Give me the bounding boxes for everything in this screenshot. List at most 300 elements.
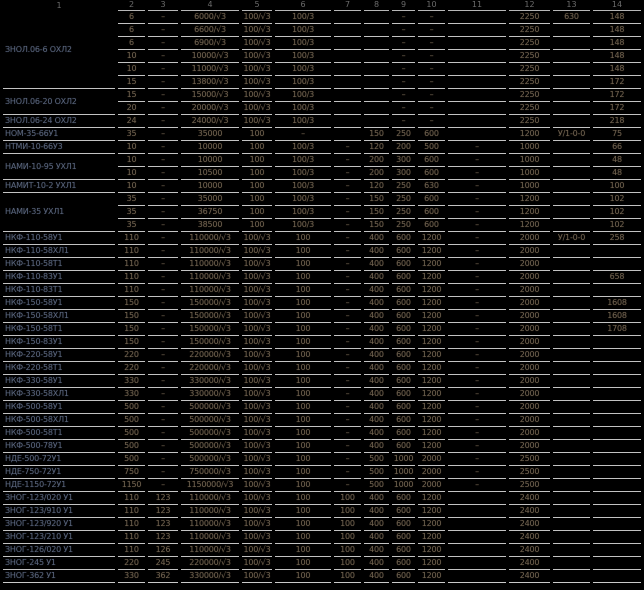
table-cell: 120 [364, 141, 389, 154]
table-cell [593, 557, 641, 570]
table-cell: 150000/√3 [181, 310, 239, 323]
table-cell: 658 [593, 271, 641, 284]
table-cell: – [392, 11, 415, 24]
table-cell: 2000 [509, 388, 550, 401]
table-cell: 2400 [509, 531, 550, 544]
table-cell [553, 206, 590, 219]
table-cell: 38500 [181, 219, 239, 232]
table-cell [593, 349, 641, 362]
table-cell: 100/√3 [242, 362, 272, 375]
table-cell [448, 50, 506, 63]
table-cell: 100 [275, 544, 331, 557]
table-cell: 100 [334, 544, 361, 557]
table-cell: – [148, 76, 178, 89]
table-row [3, 271, 641, 284]
table-cell [364, 89, 389, 102]
table-cell: 100 [275, 492, 331, 505]
table-cell [593, 440, 641, 453]
table-cell: – [148, 232, 178, 245]
table-cell: 100/√3 [242, 544, 272, 557]
table-cell: 600 [392, 349, 415, 362]
table-cell: – [418, 50, 445, 63]
table-cell: – [148, 115, 178, 128]
table-cell: 2000 [509, 336, 550, 349]
table-cell [334, 11, 361, 24]
table-cell: 600 [392, 401, 415, 414]
table-cell [593, 505, 641, 518]
table-cell: – [148, 167, 178, 180]
transformer-type-cell: ЗНОГ-126/020 У1 [3, 544, 115, 557]
table-cell: – [334, 271, 361, 284]
table-cell: – [334, 284, 361, 297]
table-cell [448, 11, 506, 24]
table-cell: – [148, 206, 178, 219]
table-cell: 250 [392, 206, 415, 219]
table-cell: 220000/√3 [181, 362, 239, 375]
table-cell: 600 [392, 310, 415, 323]
table-cell [593, 479, 641, 492]
table-cell: 2000 [509, 245, 550, 258]
table-cell: 100/3 [275, 76, 331, 89]
table-cell: 600 [392, 492, 415, 505]
table-cell: 2000 [509, 362, 550, 375]
table-row [3, 518, 641, 531]
table-cell: 100/√3 [242, 440, 272, 453]
table-cell: – [334, 167, 361, 180]
table-cell: 1200 [418, 271, 445, 284]
table-cell: 600 [392, 570, 415, 583]
table-cell: 110000/√3 [181, 271, 239, 284]
table-cell: 110 [118, 232, 145, 245]
table-cell: 10 [118, 167, 145, 180]
table-cell: 75 [593, 128, 641, 141]
table-cell: – [148, 50, 178, 63]
table-cell: 100/√3 [242, 466, 272, 479]
table-cell: 100 [242, 128, 272, 141]
table-cell: 100/3 [275, 167, 331, 180]
table-cell: 2400 [509, 544, 550, 557]
table-cell: – [448, 206, 506, 219]
table-cell: 35 [118, 206, 145, 219]
transformer-type-cell: НКФ-500-58У1 [3, 401, 115, 414]
table-cell: 1150 [118, 479, 145, 492]
table-cell: 200 [364, 167, 389, 180]
table-cell [593, 388, 641, 401]
table-cell: 1200 [418, 375, 445, 388]
table-cell: 1200 [418, 557, 445, 570]
table-row [3, 128, 641, 141]
table-cell: 100/√3 [242, 479, 272, 492]
transformer-type-cell: НКФ-110-58Т1 [3, 258, 115, 271]
table-cell: 600 [392, 427, 415, 440]
table-cell: – [148, 414, 178, 427]
table-cell: – [448, 388, 506, 401]
table-cell: 500 [118, 427, 145, 440]
table-cell: 123 [148, 505, 178, 518]
table-cell [553, 531, 590, 544]
table-cell [593, 245, 641, 258]
table-cell: 245 [148, 557, 178, 570]
column-header-14: 14 [593, 0, 641, 11]
table-cell: – [392, 63, 415, 76]
table-cell: 400 [364, 245, 389, 258]
table-cell [553, 115, 590, 128]
table-cell: 1200 [418, 531, 445, 544]
table-cell: – [418, 89, 445, 102]
table-cell: 250 [392, 128, 415, 141]
table-cell: 10500 [181, 167, 239, 180]
table-cell: 300 [392, 154, 415, 167]
table-cell: 100/√3 [242, 557, 272, 570]
table-cell: 100/√3 [242, 349, 272, 362]
table-row [3, 531, 641, 544]
transformer-type-cell: НДЕ-500-72У1 [3, 453, 115, 466]
table-cell: – [334, 323, 361, 336]
table-cell: 400 [364, 505, 389, 518]
table-cell: 100 [275, 401, 331, 414]
table-cell [593, 570, 641, 583]
table-cell: 600 [392, 336, 415, 349]
table-cell: 10 [118, 180, 145, 193]
table-cell: 100/√3 [242, 89, 272, 102]
table-row [3, 154, 641, 167]
table-cell: 500 [364, 453, 389, 466]
table-cell: 1000 [509, 180, 550, 193]
table-cell: 110000/√3 [181, 518, 239, 531]
table-cell: 100 [334, 570, 361, 583]
table-cell: 100/√3 [242, 492, 272, 505]
table-cell: – [448, 284, 506, 297]
transformer-type-cell: НАМИТ-10-2 УХЛ1 [3, 180, 115, 193]
table-cell: 110000/√3 [181, 505, 239, 518]
table-cell: 110000/√3 [181, 258, 239, 271]
table-cell: 600 [418, 128, 445, 141]
table-cell: 400 [364, 284, 389, 297]
table-cell: 2000 [509, 232, 550, 245]
table-cell [593, 544, 641, 557]
table-cell: 1200 [418, 570, 445, 583]
transformer-type-cell: НКФ-220-58У1 [3, 349, 115, 362]
table-cell: – [334, 414, 361, 427]
table-cell: – [148, 375, 178, 388]
table-cell: 1200 [418, 427, 445, 440]
table-cell: 1608 [593, 297, 641, 310]
table-cell: – [418, 102, 445, 115]
table-cell [553, 154, 590, 167]
table-cell: 2000 [509, 271, 550, 284]
table-row [3, 453, 641, 466]
table-cell: 400 [364, 518, 389, 531]
table-cell: – [448, 271, 506, 284]
table-cell: – [448, 440, 506, 453]
table-cell: 100 [275, 310, 331, 323]
table-cell: 1200 [418, 518, 445, 531]
table-cell: 10 [118, 141, 145, 154]
table-cell: 2000 [509, 401, 550, 414]
table-cell: 2500 [509, 466, 550, 479]
table-cell: 2250 [509, 115, 550, 128]
table-cell: – [148, 479, 178, 492]
table-cell: 100/3 [275, 89, 331, 102]
table-cell: – [148, 24, 178, 37]
table-cell: 2000 [418, 453, 445, 466]
table-cell: 1200 [418, 505, 445, 518]
table-cell: 110000/√3 [181, 245, 239, 258]
table-cell [553, 427, 590, 440]
table-cell: – [448, 141, 506, 154]
table-cell [448, 24, 506, 37]
table-cell: 150 [118, 323, 145, 336]
table-cell: 400 [364, 271, 389, 284]
table-cell: 1200 [418, 284, 445, 297]
table-cell: 100 [275, 388, 331, 401]
table-cell: – [334, 180, 361, 193]
table-cell [448, 557, 506, 570]
table-row [3, 310, 641, 323]
table-cell [448, 102, 506, 115]
table-cell [553, 401, 590, 414]
transformer-type-cell: НКФ-110-58У1 [3, 232, 115, 245]
table-cell: – [148, 102, 178, 115]
table-cell: 100/√3 [242, 63, 272, 76]
table-cell: 120 [364, 180, 389, 193]
table-cell: 15 [118, 89, 145, 102]
table-cell: 100/3 [275, 102, 331, 115]
table-cell [364, 102, 389, 115]
table-cell: 600 [392, 232, 415, 245]
table-cell [553, 349, 590, 362]
table-row [3, 557, 641, 570]
table-cell: 400 [364, 414, 389, 427]
transformer-type-cell: НКФ-110-83Т1 [3, 284, 115, 297]
table-cell: 100 [275, 518, 331, 531]
column-header-10: 10 [418, 0, 445, 11]
table-cell: 110000/√3 [181, 284, 239, 297]
table-cell: – [334, 388, 361, 401]
table-cell: 250 [392, 219, 415, 232]
table-cell: 400 [364, 258, 389, 271]
table-cell: – [334, 297, 361, 310]
table-cell: – [334, 349, 361, 362]
table-cell [364, 115, 389, 128]
table-cell: 100/√3 [242, 570, 272, 583]
table-cell [553, 141, 590, 154]
table-cell: 15 [118, 76, 145, 89]
table-cell: 2250 [509, 102, 550, 115]
table-cell: 110000/√3 [181, 232, 239, 245]
table-cell: 600 [418, 206, 445, 219]
table-row [3, 89, 641, 102]
table-cell: 100 [275, 323, 331, 336]
table-cell: 100/3 [275, 24, 331, 37]
table-cell: 100 [334, 518, 361, 531]
table-row [3, 141, 641, 154]
column-header-13: 13 [553, 0, 590, 11]
table-cell: 600 [392, 375, 415, 388]
table-cell: 330000/√3 [181, 570, 239, 583]
table-row [3, 11, 641, 24]
table-cell [553, 284, 590, 297]
table-cell: 2400 [509, 518, 550, 531]
table-row [3, 401, 641, 414]
table-cell: 1200 [509, 206, 550, 219]
table-cell: – [448, 193, 506, 206]
table-cell [593, 401, 641, 414]
table-cell: – [334, 206, 361, 219]
table-cell: – [448, 466, 506, 479]
table-cell: 2250 [509, 63, 550, 76]
transformer-type-cell: НКФ-330-58У1 [3, 375, 115, 388]
table-cell: – [418, 115, 445, 128]
table-cell [448, 570, 506, 583]
table-cell: 1200 [418, 232, 445, 245]
table-cell: 100 [275, 232, 331, 245]
table-cell: 148 [593, 11, 641, 24]
table-cell: 100/√3 [242, 232, 272, 245]
table-row [3, 349, 641, 362]
table-cell: – [148, 453, 178, 466]
table-cell: 500000/√3 [181, 440, 239, 453]
table-cell: – [148, 297, 178, 310]
table-cell: 35 [118, 128, 145, 141]
table-cell: 362 [148, 570, 178, 583]
table-cell: 400 [364, 440, 389, 453]
table-cell: 1000 [509, 141, 550, 154]
table-cell: – [148, 219, 178, 232]
table-cell: 2000 [509, 323, 550, 336]
transformer-type-cell: НКФ-220-58Т1 [3, 362, 115, 375]
table-cell: – [148, 245, 178, 258]
table-cell [364, 63, 389, 76]
table-cell: 24 [118, 115, 145, 128]
table-cell: 10000 [181, 141, 239, 154]
table-cell: – [448, 323, 506, 336]
table-cell: 100 [275, 271, 331, 284]
table-cell: – [392, 50, 415, 63]
table-cell: – [148, 193, 178, 206]
table-cell: 110 [118, 505, 145, 518]
table-cell [364, 37, 389, 50]
table-cell [553, 440, 590, 453]
table-cell: 400 [364, 531, 389, 544]
table-cell [364, 50, 389, 63]
transformer-type-cell: НТМИ-10-66У3 [3, 141, 115, 154]
table-row [3, 362, 641, 375]
table-cell: 220 [118, 362, 145, 375]
table-cell: У/1-0-0 [553, 128, 590, 141]
table-cell: 258 [593, 232, 641, 245]
table-cell: 630 [418, 180, 445, 193]
table-cell: – [334, 375, 361, 388]
table-cell: 600 [418, 193, 445, 206]
table-cell: – [148, 37, 178, 50]
table-cell: 100 [275, 453, 331, 466]
table-cell [364, 11, 389, 24]
table-cell [448, 115, 506, 128]
table-cell: 48 [593, 154, 641, 167]
table-cell [553, 245, 590, 258]
table-cell: 100/√3 [242, 11, 272, 24]
table-cell: 1200 [418, 492, 445, 505]
transformer-type-cell: НКФ-150-58Т1 [3, 323, 115, 336]
table-cell: – [148, 258, 178, 271]
table-cell: – [448, 349, 506, 362]
transformer-type-cell: НКФ-110-58ХЛ1 [3, 245, 115, 258]
table-cell [553, 505, 590, 518]
table-cell: 400 [364, 375, 389, 388]
table-cell: 1200 [509, 128, 550, 141]
column-header-6: 6 [275, 0, 331, 11]
table-cell: – [148, 427, 178, 440]
table-cell: – [448, 336, 506, 349]
transformer-type-cell: НДЕ-1150-72У1 [3, 479, 115, 492]
transformer-type-cell: ЗНОЛ.06-6 ОХЛ2 [3, 11, 115, 89]
table-cell: 400 [364, 401, 389, 414]
table-cell: – [148, 271, 178, 284]
table-cell: 1200 [418, 323, 445, 336]
table-cell: 2250 [509, 76, 550, 89]
transformer-type-cell: НДЕ-750-72У1 [3, 466, 115, 479]
table-cell: 100 [275, 284, 331, 297]
table-cell: 6900/√3 [181, 37, 239, 50]
table-cell: 500 [418, 141, 445, 154]
table-cell: 500000/√3 [181, 414, 239, 427]
table-cell: 2400 [509, 505, 550, 518]
table-cell: 36750 [181, 206, 239, 219]
table-cell: – [334, 453, 361, 466]
table-cell: 6 [118, 37, 145, 50]
table-cell [553, 518, 590, 531]
table-cell: – [148, 466, 178, 479]
table-cell: 100 [334, 531, 361, 544]
table-cell: 600 [392, 271, 415, 284]
table-cell: 110 [118, 518, 145, 531]
table-row [3, 544, 641, 557]
column-number-header-row [3, 0, 641, 11]
table-cell: – [148, 440, 178, 453]
table-cell: 100/3 [275, 206, 331, 219]
table-cell: 400 [364, 349, 389, 362]
table-cell: 1000 [509, 167, 550, 180]
table-cell: – [334, 440, 361, 453]
table-cell: 400 [364, 336, 389, 349]
transformer-type-cell: НКФ-150-58У1 [3, 297, 115, 310]
table-cell [553, 102, 590, 115]
table-cell: 100 [275, 258, 331, 271]
table-cell: 600 [392, 323, 415, 336]
table-cell: 100 [275, 362, 331, 375]
table-cell: 100/3 [275, 37, 331, 50]
table-cell: 330000/√3 [181, 375, 239, 388]
table-cell [448, 492, 506, 505]
table-cell [553, 180, 590, 193]
table-cell [334, 50, 361, 63]
table-cell: 11000/√3 [181, 63, 239, 76]
table-cell: 600 [392, 518, 415, 531]
table-cell: – [334, 401, 361, 414]
table-cell [553, 193, 590, 206]
table-row [3, 336, 641, 349]
table-cell: 100/√3 [242, 50, 272, 63]
table-row [3, 440, 641, 453]
table-cell [553, 323, 590, 336]
table-cell: 100/√3 [242, 297, 272, 310]
table-cell: 2000 [509, 414, 550, 427]
table-cell [593, 284, 641, 297]
table-cell: – [334, 193, 361, 206]
table-cell: 100 [242, 180, 272, 193]
table-cell: 110000/√3 [181, 531, 239, 544]
